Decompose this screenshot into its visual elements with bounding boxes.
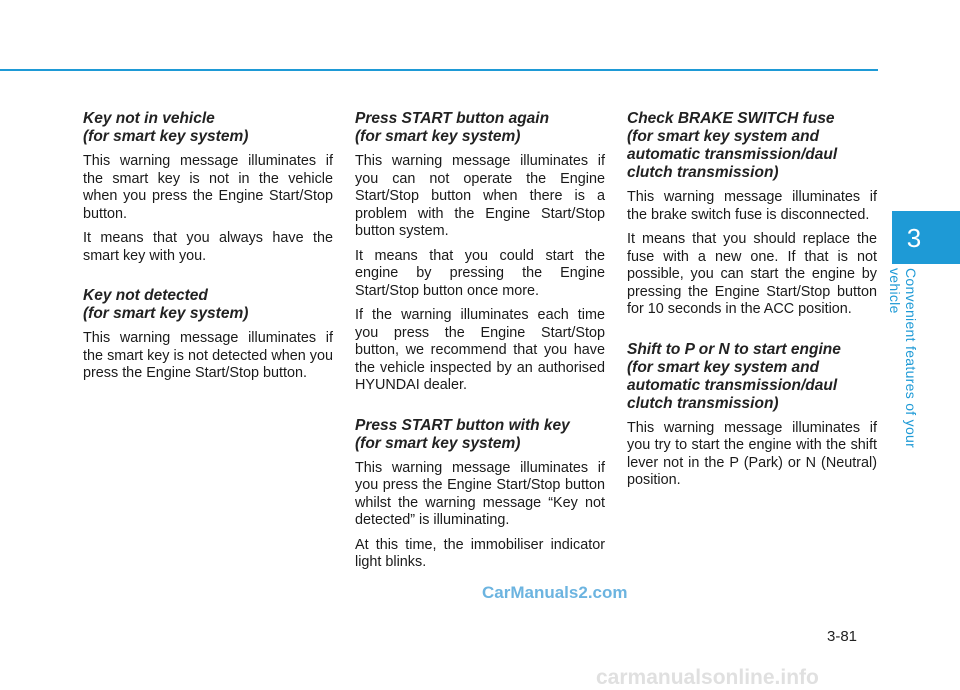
section-heading	[627, 341, 877, 413]
watermark-link[interactable]: CarManuals2.com	[482, 583, 628, 602]
paragraph: This warning message illuminates if the brake switch fuse is disconnected.	[627, 189, 877, 223]
section-shift-to-p-or-n	[627, 341, 877, 490]
paragraph: If the warning illuminates each time you press the Engine Start/Stop button, we recommend that you have the vehicle inspected by an authorised HYUNDAI dealer.	[355, 307, 605, 393]
chapter-title: Convenient features of your vehicle	[887, 268, 919, 449]
section-heading	[627, 110, 877, 182]
section-heading	[355, 417, 605, 453]
paragraph: It means that you should replace the fuse with a new one. If that is not possible, you can start the engine by pressing the Engine Start/Stop button for 10 seconds in the ACC position.	[627, 231, 877, 317]
paragraph: It means that you always have the smart key with you.	[83, 230, 333, 264]
heading-line: Press START button again	[355, 110, 550, 127]
paragraph: This warning message illuminates if you can not operate the Engine Start/Stop button when there is a problem with the Engine Start/Stop button system.	[355, 153, 605, 239]
paragraph: It means that you could start the engine by pressing the Engine Start/Stop button once more.	[355, 247, 605, 299]
column-3	[627, 110, 877, 512]
section-key-not-detected	[83, 287, 333, 383]
section-check-brake-switch-fuse	[627, 110, 877, 319]
heading-line: (for smart key system and automatic transmission/daul clutch transmission)	[627, 358, 838, 412]
section-heading	[83, 287, 333, 323]
heading-line: (for smart key system and automatic transmission/daul clutch transmission)	[627, 128, 838, 181]
heading-line: (for smart key system)	[83, 128, 249, 145]
heading-line: Key not in vehicle	[83, 110, 215, 127]
section-press-start-again	[355, 110, 605, 395]
heading-line: Shift to P or N to start engine	[627, 340, 841, 358]
section-press-start-with-key	[355, 417, 605, 572]
column-1	[83, 110, 333, 405]
chapter-tab	[892, 211, 960, 264]
chapter-number: 3	[906, 223, 922, 253]
heading-line: Check BRAKE SWITCH fuse	[627, 110, 835, 127]
page-number: 3-81	[827, 628, 858, 645]
footer-watermark: carmanualsonline.info	[596, 666, 819, 689]
paragraph: This warning message illuminates if the smart key is not detected when you press the Engine Start/Stop button.	[83, 330, 333, 381]
section-heading	[83, 110, 333, 146]
heading-line: (for smart key system)	[355, 434, 521, 452]
heading-line: (for smart key system)	[83, 305, 249, 322]
header-rule	[0, 69, 878, 71]
paragraph: This warning message illuminates if you try to start the engine with the shift lever not in the P (Park) or N (Neutral) position.	[627, 419, 877, 488]
heading-line: Press START button with key	[355, 416, 570, 434]
section-key-not-in-vehicle	[83, 110, 333, 265]
heading-line: (for smart key system)	[355, 128, 521, 145]
section-heading	[355, 110, 605, 146]
paragraph: This warning message illuminates if the smart key is not in the vehicle when you press the Engine Start/Stop button.	[83, 153, 333, 222]
paragraph: This warning message illuminates if you press the Engine Start/Stop button whilst the warning message “Key not detected” is illuminating.	[355, 459, 605, 528]
column-2	[355, 110, 605, 594]
paragraph: At this time, the immobiliser indicator light blinks.	[355, 536, 605, 570]
heading-line: Key not detected	[83, 287, 208, 304]
